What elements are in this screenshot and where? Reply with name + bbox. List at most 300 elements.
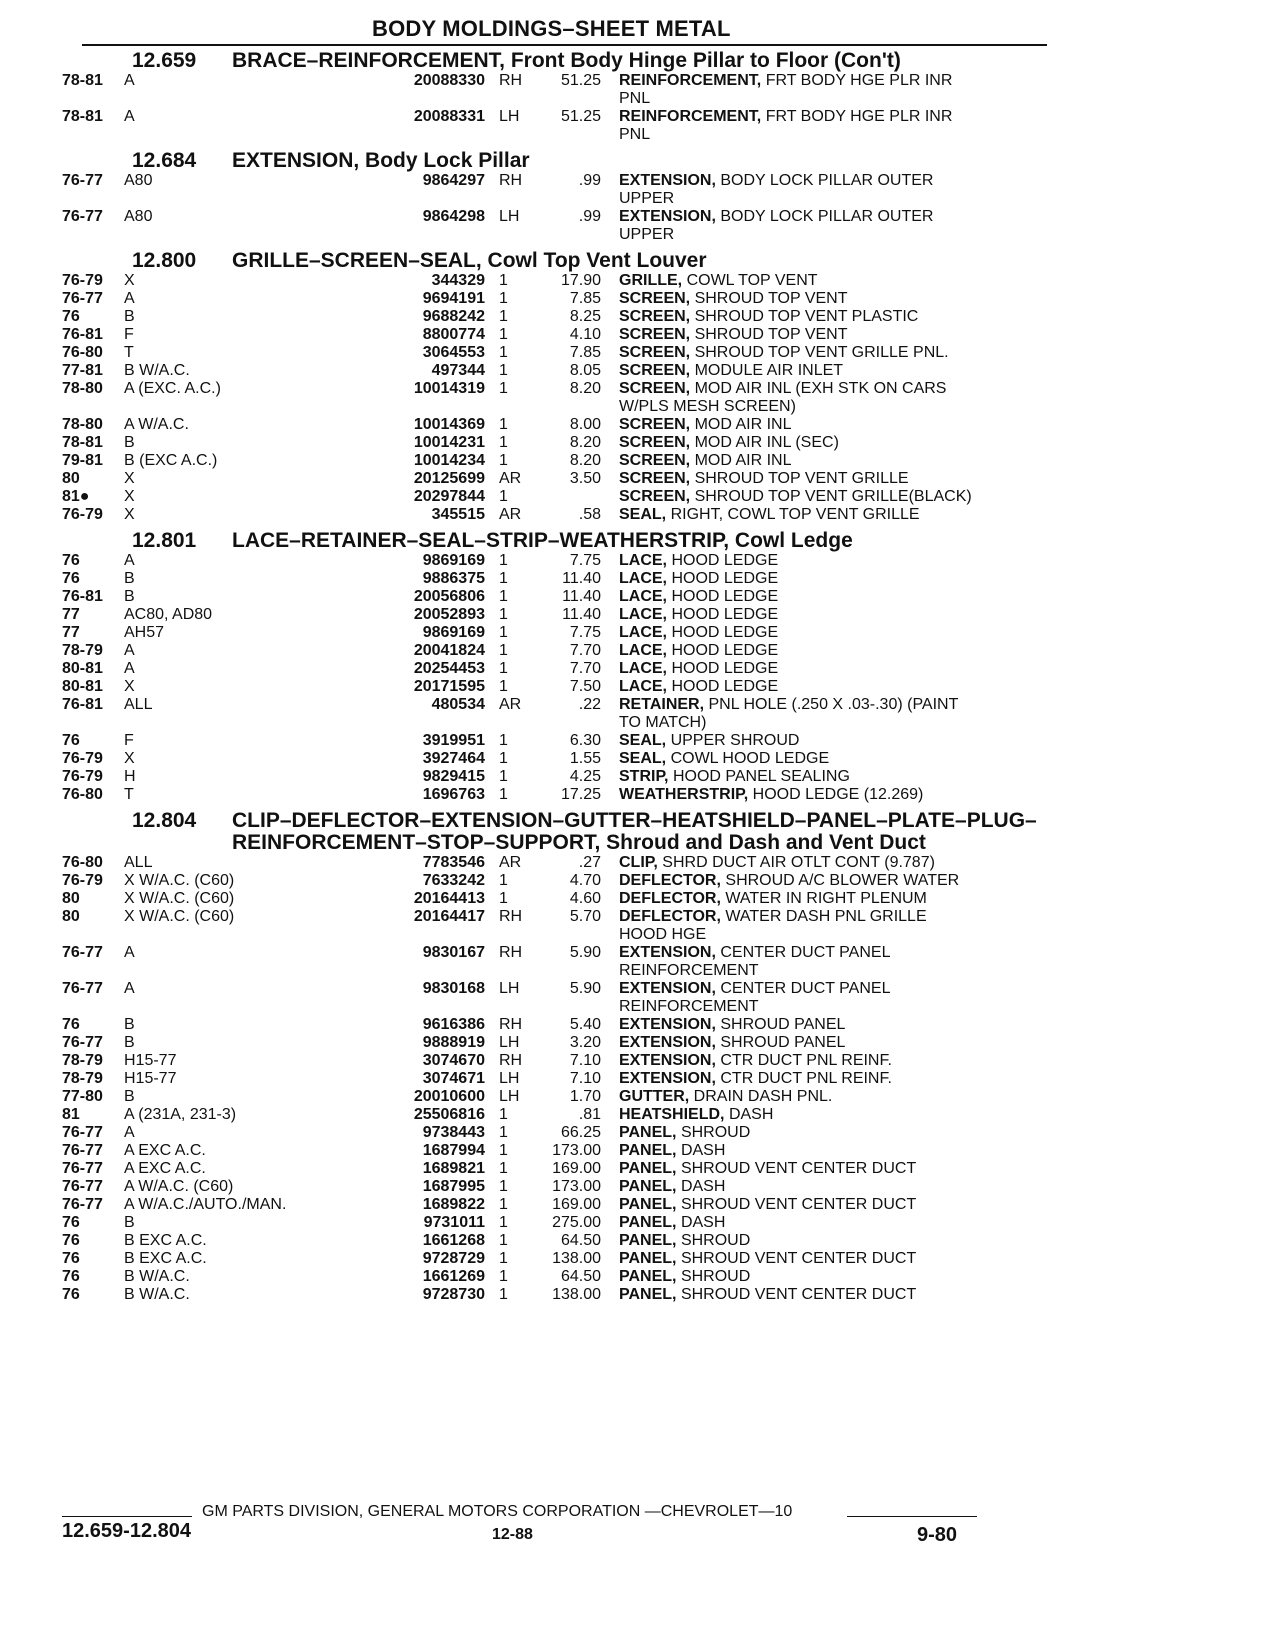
- price-cell: 7.75: [569, 552, 601, 569]
- description-keyword: LACE,: [619, 552, 667, 569]
- price-cell: 5.90: [569, 944, 601, 961]
- description-keyword: SCREEN,: [619, 470, 691, 487]
- part-row: [62, 1286, 1042, 1304]
- section-title: GRILLE–SCREEN–SEAL, Cowl Top Vent Louver: [232, 249, 707, 272]
- description-cell: [619, 108, 975, 144]
- quantity-cell: AR: [499, 854, 522, 871]
- description-cell: [619, 488, 975, 506]
- years-cell: 81●: [62, 488, 90, 505]
- footer-left-rule: [62, 1516, 192, 1517]
- quantity-cell: 1: [499, 660, 508, 677]
- part-number-cell: 10014319: [413, 380, 485, 397]
- application-cell: A: [124, 108, 135, 125]
- description-keyword: LACE,: [619, 606, 667, 623]
- part-number-cell: 20171595: [413, 678, 485, 695]
- quantity-cell: 1: [499, 1286, 508, 1303]
- years-cell: 80: [62, 890, 80, 907]
- footer-page-number: 12-88: [492, 1526, 533, 1543]
- description-text: COWL TOP VENT: [686, 272, 818, 289]
- years-cell: 76: [62, 1268, 80, 1285]
- application-cell: H15-77: [124, 1052, 177, 1069]
- years-cell: 78-81: [62, 434, 103, 451]
- application-cell: X: [124, 506, 135, 523]
- application-cell: A EXC A.C.: [124, 1142, 206, 1159]
- footer-right-rule: [847, 1516, 977, 1517]
- application-cell: F: [124, 326, 134, 343]
- description-text: DASH: [728, 1106, 774, 1123]
- description-cell: [619, 750, 975, 768]
- years-cell: 80: [62, 470, 80, 487]
- description-cell: [619, 624, 975, 642]
- application-cell: A: [124, 552, 135, 569]
- description-cell: [619, 172, 975, 208]
- description-text: MOD AIR INL: [694, 452, 792, 469]
- quantity-cell: RH: [499, 908, 523, 925]
- section-number: 12.801: [132, 529, 197, 552]
- price-cell: 4.70: [569, 872, 601, 889]
- part-row: [62, 308, 1042, 326]
- application-cell: B W/A.C.: [124, 1268, 190, 1285]
- description-cell: [619, 1178, 975, 1196]
- application-cell: A: [124, 944, 135, 961]
- years-cell: 76: [62, 732, 80, 749]
- application-cell: ALL: [124, 854, 153, 871]
- price-cell: 7.85: [569, 344, 601, 361]
- part-row: [62, 434, 1042, 452]
- description-text: RIGHT, COWL TOP VENT GRILLE: [670, 506, 920, 523]
- price-cell: .99: [578, 172, 601, 189]
- price-cell: 51.25: [560, 108, 601, 125]
- description-text: HOOD LEDGE: [671, 642, 779, 659]
- description-keyword: SCREEN,: [619, 380, 691, 397]
- years-cell: 76: [62, 570, 80, 587]
- description-text: HOOD LEDGE: [671, 606, 779, 623]
- quantity-cell: 1: [499, 642, 508, 659]
- description-keyword: LACE,: [619, 642, 667, 659]
- application-cell: AH57: [124, 624, 165, 641]
- price-cell: 1.55: [569, 750, 601, 767]
- years-cell: 77-81: [62, 362, 103, 379]
- description-keyword: SEAL,: [619, 750, 667, 767]
- description-cell: [619, 208, 975, 244]
- application-cell: AC80, AD80: [124, 606, 213, 623]
- price-cell: 8.05: [569, 362, 601, 379]
- description-cell: [619, 1268, 975, 1286]
- price-cell: 7.10: [569, 1070, 601, 1087]
- description-cell: [619, 1142, 975, 1160]
- price-cell: 5.70: [569, 908, 601, 925]
- application-cell: A: [124, 290, 135, 307]
- part-number-cell: 3919951: [422, 732, 485, 749]
- description-keyword: PANEL,: [619, 1268, 677, 1285]
- description-cell: [619, 308, 975, 326]
- years-cell: 78-80: [62, 416, 103, 433]
- quantity-cell: 1: [499, 416, 508, 433]
- quantity-cell: 1: [499, 326, 508, 343]
- part-row: [62, 470, 1042, 488]
- description-text: HOOD LEDGE (12.269): [752, 786, 924, 803]
- application-cell: A: [124, 660, 135, 677]
- years-cell: 76-77: [62, 208, 103, 225]
- part-row: [62, 1196, 1042, 1214]
- part-number-cell: 9864298: [422, 208, 485, 225]
- part-row: [62, 1250, 1042, 1268]
- part-row: [62, 1142, 1042, 1160]
- description-keyword: DEFLECTOR,: [619, 908, 721, 925]
- description-cell: [619, 1034, 975, 1052]
- quantity-cell: 1: [499, 890, 508, 907]
- description-keyword: RETAINER,: [619, 696, 705, 713]
- description-cell: [619, 272, 975, 290]
- quantity-cell: RH: [499, 1016, 523, 1033]
- price-cell: 7.70: [569, 642, 601, 659]
- description-cell: [619, 980, 975, 1016]
- description-keyword: PANEL,: [619, 1178, 677, 1195]
- description-cell: [619, 570, 975, 588]
- years-cell: 76-77: [62, 1196, 103, 1213]
- description-cell: [619, 470, 975, 488]
- section-number: 12.804: [132, 809, 197, 832]
- part-row: [62, 108, 1042, 144]
- description-text: CENTER DUCT PANEL REINFORCEMENT: [619, 980, 890, 1015]
- page-title: BODY MOLDINGS–SHEET METAL: [372, 16, 731, 41]
- part-row: [62, 290, 1042, 308]
- part-number-cell: 1696763: [422, 786, 485, 803]
- part-number-cell: 9728730: [422, 1286, 485, 1303]
- price-cell: 7.10: [569, 1052, 601, 1069]
- description-keyword: LACE,: [619, 660, 667, 677]
- description-keyword: EXTENSION,: [619, 1052, 716, 1069]
- part-row: [62, 1214, 1042, 1232]
- years-cell: 80: [62, 908, 80, 925]
- application-cell: T: [124, 344, 134, 361]
- description-cell: [619, 678, 975, 696]
- section-title: CLIP–DEFLECTOR–EXTENSION–GUTTER–HEATSHIELD–PANEL–PLATE–PLUG–REINFORCEMENT–STOP–SUPPORT, Shroud and Dash and Vent Duct: [232, 809, 1037, 854]
- description-cell: [619, 1088, 975, 1106]
- quantity-cell: RH: [499, 72, 523, 89]
- part-number-cell: 3074670: [422, 1052, 485, 1069]
- description-keyword: GUTTER,: [619, 1088, 690, 1105]
- years-cell: 78-80: [62, 380, 103, 397]
- description-text: HOOD LEDGE: [671, 660, 779, 677]
- quantity-cell: LH: [499, 1088, 520, 1105]
- part-number-cell: 20125699: [413, 470, 485, 487]
- description-keyword: SEAL,: [619, 732, 667, 749]
- description-text: HOOD LEDGE: [671, 570, 779, 587]
- description-cell: [619, 434, 975, 452]
- description-text: CENTER DUCT PANEL REINFORCEMENT: [619, 944, 890, 979]
- description-text: WATER DASH PNL GRILLE HOOD HGE: [619, 908, 927, 943]
- application-cell: B: [124, 308, 135, 325]
- part-row: [62, 452, 1042, 470]
- part-number-cell: 7783546: [422, 854, 485, 871]
- description-text: CTR DUCT PNL REINF.: [720, 1052, 892, 1069]
- price-cell: .27: [578, 854, 601, 871]
- description-text: DASH: [680, 1214, 726, 1231]
- price-cell: 8.20: [569, 434, 601, 451]
- years-cell: 76-81: [62, 696, 103, 713]
- part-row: [62, 872, 1042, 890]
- part-row: [62, 696, 1042, 732]
- description-cell: [619, 1052, 975, 1070]
- description-cell: [619, 660, 975, 678]
- part-row: [62, 678, 1042, 696]
- description-keyword: REINFORCEMENT,: [619, 108, 762, 125]
- description-cell: [619, 362, 975, 380]
- application-cell: B W/A.C.: [124, 362, 190, 379]
- part-row: [62, 642, 1042, 660]
- years-cell: 78-79: [62, 642, 103, 659]
- part-row: [62, 416, 1042, 434]
- quantity-cell: 1: [499, 1106, 508, 1123]
- section-title: LACE–RETAINER–SEAL–STRIP–WEATHERSTRIP, Cowl Ledge: [232, 529, 853, 552]
- quantity-cell: AR: [499, 506, 522, 523]
- footer-section-range: 12.659-12.804: [62, 1520, 192, 1542]
- part-number-cell: 9888919: [422, 1034, 485, 1051]
- description-keyword: EXTENSION,: [619, 208, 716, 225]
- description-keyword: SCREEN,: [619, 326, 691, 343]
- part-number-cell: 9694191: [422, 290, 485, 307]
- application-cell: H: [124, 768, 136, 785]
- years-cell: 76: [62, 1286, 80, 1303]
- part-row: [62, 786, 1042, 804]
- price-cell: 17.25: [560, 786, 601, 803]
- years-cell: 76-77: [62, 1142, 103, 1159]
- description-text: HOOD LEDGE: [671, 552, 779, 569]
- quantity-cell: 1: [499, 434, 508, 451]
- description-keyword: SCREEN,: [619, 308, 691, 325]
- part-row: [62, 506, 1042, 524]
- description-keyword: EXTENSION,: [619, 1070, 716, 1087]
- application-cell: X: [124, 488, 135, 505]
- part-number-cell: 10014369: [413, 416, 485, 433]
- part-number-cell: 10014234: [413, 452, 485, 469]
- description-text: DASH: [680, 1178, 726, 1195]
- page-footer: [62, 1498, 1022, 1558]
- part-row: [62, 1034, 1042, 1052]
- header-rule: [82, 44, 1047, 46]
- quantity-cell: 1: [499, 570, 508, 587]
- description-text: BODY LOCK PILLAR OUTER UPPER: [619, 172, 934, 207]
- price-cell: 7.75: [569, 624, 601, 641]
- quantity-cell: 1: [499, 1124, 508, 1141]
- application-cell: B EXC A.C.: [124, 1232, 207, 1249]
- application-cell: T: [124, 786, 134, 803]
- description-cell: [619, 1070, 975, 1088]
- description-keyword: EXTENSION,: [619, 172, 716, 189]
- years-cell: 76-77: [62, 1178, 103, 1195]
- price-cell: 5.90: [569, 980, 601, 997]
- application-cell: X: [124, 678, 135, 695]
- years-cell: 76: [62, 1232, 80, 1249]
- price-cell: 7.70: [569, 660, 601, 677]
- part-number-cell: 9830167: [422, 944, 485, 961]
- description-keyword: EXTENSION,: [619, 1034, 716, 1051]
- application-cell: B: [124, 1214, 135, 1231]
- description-keyword: DEFLECTOR,: [619, 872, 721, 889]
- part-row: [62, 624, 1042, 642]
- description-keyword: REINFORCEMENT,: [619, 72, 762, 89]
- part-row: [62, 980, 1042, 1016]
- description-cell: [619, 1160, 975, 1178]
- description-keyword: EXTENSION,: [619, 944, 716, 961]
- quantity-cell: AR: [499, 696, 522, 713]
- application-cell: B: [124, 1034, 135, 1051]
- application-cell: B: [124, 434, 135, 451]
- description-keyword: GRILLE,: [619, 272, 683, 289]
- application-cell: H15-77: [124, 1070, 177, 1087]
- years-cell: 76-79: [62, 272, 103, 289]
- price-cell: 8.00: [569, 416, 601, 433]
- price-cell: 169.00: [552, 1160, 601, 1177]
- description-text: PNL HOLE (.250 X .03-.30) (PAINT TO MATCH): [619, 696, 959, 731]
- part-row: [62, 1124, 1042, 1142]
- part-number-cell: 20052893: [413, 606, 485, 623]
- description-text: CTR DUCT PNL REINF.: [720, 1070, 892, 1087]
- description-text: COWL HOOD LEDGE: [670, 750, 830, 767]
- section-number: 12.659: [132, 49, 197, 72]
- part-number-cell: 9869169: [422, 624, 485, 641]
- quantity-cell: 1: [499, 872, 508, 889]
- part-row: [62, 552, 1042, 570]
- part-row: [62, 606, 1042, 624]
- part-number-cell: 10014231: [413, 434, 485, 451]
- application-cell: X W/A.C. (C60): [124, 908, 235, 925]
- years-cell: 76-77: [62, 1124, 103, 1141]
- part-row: [62, 890, 1042, 908]
- years-cell: 76: [62, 308, 80, 325]
- years-cell: 80-81: [62, 660, 103, 677]
- part-number-cell: 20010600: [413, 1088, 485, 1105]
- description-cell: [619, 1196, 975, 1214]
- application-cell: A: [124, 1124, 135, 1141]
- description-keyword: LACE,: [619, 624, 667, 641]
- description-text: MODULE AIR INLET: [694, 362, 844, 379]
- application-cell: B (EXC A.C.): [124, 452, 218, 469]
- quantity-cell: 1: [499, 344, 508, 361]
- description-cell: [619, 552, 975, 570]
- description-text: SHROUD TOP VENT GRILLE PNL.: [694, 344, 949, 361]
- description-cell: [619, 326, 975, 344]
- quantity-cell: 1: [499, 488, 508, 505]
- application-cell: A (EXC. A.C.): [124, 380, 221, 397]
- years-cell: 76-80: [62, 854, 103, 871]
- part-number-cell: 9886375: [422, 570, 485, 587]
- years-cell: 76-80: [62, 786, 103, 803]
- description-keyword: PANEL,: [619, 1232, 677, 1249]
- part-row: [62, 732, 1042, 750]
- years-cell: 77: [62, 624, 80, 641]
- application-cell: A W/A.C./AUTO./MAN.: [124, 1196, 287, 1213]
- years-cell: 78-79: [62, 1052, 103, 1069]
- years-cell: 76: [62, 552, 80, 569]
- quantity-cell: RH: [499, 944, 523, 961]
- quantity-cell: 1: [499, 678, 508, 695]
- description-keyword: SEAL,: [619, 506, 667, 523]
- part-number-cell: 20088331: [413, 108, 485, 125]
- price-cell: .58: [578, 506, 601, 523]
- part-number-cell: 20164417: [413, 908, 485, 925]
- price-cell: 51.25: [560, 72, 601, 89]
- quantity-cell: 1: [499, 290, 508, 307]
- price-cell: 173.00: [552, 1178, 601, 1195]
- part-row: [62, 1268, 1042, 1286]
- part-number-cell: 3074671: [422, 1070, 485, 1087]
- price-cell: 7.50: [569, 678, 601, 695]
- sections-container: [62, 50, 1042, 1304]
- part-number-cell: 9728729: [422, 1250, 485, 1267]
- quantity-cell: RH: [499, 172, 523, 189]
- description-text: SHROUD VENT CENTER DUCT: [680, 1250, 917, 1267]
- quantity-cell: 1: [499, 768, 508, 785]
- part-row: [62, 72, 1042, 108]
- years-cell: 76-77: [62, 1160, 103, 1177]
- description-keyword: LACE,: [619, 588, 667, 605]
- quantity-cell: AR: [499, 470, 522, 487]
- quantity-cell: LH: [499, 980, 520, 997]
- description-keyword: SCREEN,: [619, 362, 691, 379]
- description-cell: [619, 1250, 975, 1268]
- section-heading: [62, 50, 1042, 72]
- part-row: [62, 1160, 1042, 1178]
- description-keyword: CLIP,: [619, 854, 658, 871]
- description-cell: [619, 72, 975, 108]
- part-number-cell: 20254453: [413, 660, 485, 677]
- description-cell: [619, 1106, 975, 1124]
- description-keyword: WEATHERSTRIP,: [619, 786, 749, 803]
- years-cell: 76: [62, 1016, 80, 1033]
- price-cell: 8.20: [569, 452, 601, 469]
- quantity-cell: 1: [499, 732, 508, 749]
- price-cell: 5.40: [569, 1016, 601, 1033]
- years-cell: 76-77: [62, 944, 103, 961]
- part-number-cell: 1687994: [422, 1142, 485, 1159]
- description-keyword: STRIP,: [619, 768, 669, 785]
- application-cell: A W/A.C.: [124, 416, 189, 433]
- description-keyword: PANEL,: [619, 1250, 677, 1267]
- description-cell: [619, 890, 975, 908]
- years-cell: 76-77: [62, 172, 103, 189]
- part-number-cell: 20164413: [413, 890, 485, 907]
- part-row: [62, 344, 1042, 362]
- part-number-cell: 1689821: [422, 1160, 485, 1177]
- description-cell: [619, 606, 975, 624]
- price-cell: 6.30: [569, 732, 601, 749]
- description-cell: [619, 416, 975, 434]
- part-number-cell: 9864297: [422, 172, 485, 189]
- description-cell: [619, 786, 975, 804]
- section-title: BRACE–REINFORCEMENT, Front Body Hinge Pillar to Floor (Con't): [232, 49, 901, 72]
- quantity-cell: LH: [499, 1034, 520, 1051]
- application-cell: X: [124, 750, 135, 767]
- part-row: [62, 362, 1042, 380]
- part-number-cell: 1661269: [422, 1268, 485, 1285]
- years-cell: 76-79: [62, 872, 103, 889]
- footer-corporation: GM PARTS DIVISION, GENERAL MOTORS CORPORATION —CHEVROLET—10: [202, 1503, 793, 1520]
- description-keyword: PANEL,: [619, 1142, 677, 1159]
- part-row: [62, 272, 1042, 290]
- part-number-cell: 9830168: [422, 980, 485, 997]
- part-number-cell: 9869169: [422, 552, 485, 569]
- application-cell: F: [124, 732, 134, 749]
- section-number: 12.800: [132, 249, 197, 272]
- quantity-cell: 1: [499, 1142, 508, 1159]
- description-keyword: SCREEN,: [619, 434, 691, 451]
- price-cell: 11.40: [562, 588, 601, 605]
- price-cell: 4.10: [569, 326, 601, 343]
- description-text: HOOD LEDGE: [671, 678, 779, 695]
- description-text: SHROUD VENT CENTER DUCT: [680, 1286, 917, 1303]
